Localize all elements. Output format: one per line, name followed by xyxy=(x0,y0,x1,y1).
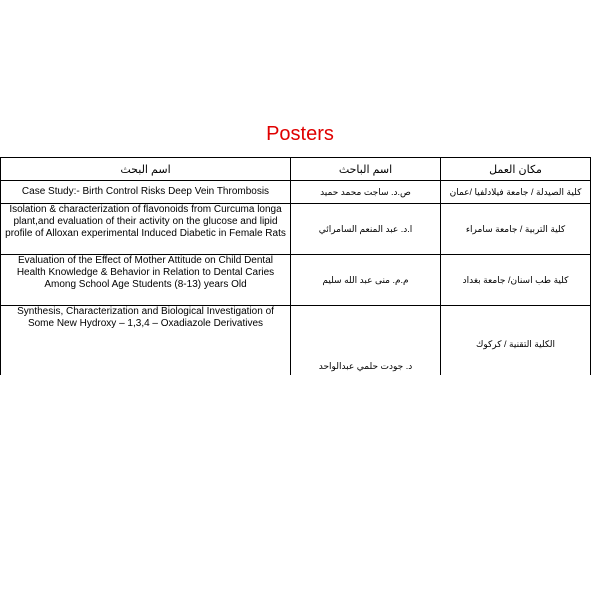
research-title-cell: Synthesis, Characterization and Biological Investigation of Some New Hydroxy – 1,3,4 – Oxadiazole Derivatives xyxy=(1,306,291,376)
header-research-title: اسم البحث xyxy=(1,158,291,181)
researcher-name-cell: م.م. منى عبد الله سليم xyxy=(291,255,441,306)
table-row xyxy=(0,181,591,204)
table-row xyxy=(0,306,591,376)
workplace-cell: كلية طب اسنان/ جامعة بغداد xyxy=(441,255,591,306)
table-row xyxy=(0,255,591,306)
header-workplace: مكان العمل xyxy=(441,158,591,181)
header-researcher-name: اسم الباحث xyxy=(291,158,441,181)
table-row xyxy=(0,204,591,255)
researcher-name-cell: د. جودت حلمي عبدالواحد xyxy=(291,306,441,376)
table-header-row xyxy=(0,158,591,181)
researcher-name-cell: ا.د. عبد المنعم السامرائي xyxy=(291,204,441,255)
workplace-cell: كلية التربية / جامعة سامراء xyxy=(441,204,591,255)
page-title: Posters xyxy=(266,123,334,145)
workplace-cell: الكلية التقنية / كركوك xyxy=(441,306,591,376)
research-title-cell: Case Study:- Birth Control Risks Deep Vein Thrombosis xyxy=(1,181,291,204)
posters-table-container xyxy=(0,157,600,375)
researcher-name-cell: ص.د. ساجت محمد حميد xyxy=(291,181,441,204)
research-title-cell: Isolation & characterization of flavonoids from Curcuma longa plant,and evaluation of their activity on the glucose and lipid profile of Alloxan experimental Induced Diabetic in Female Rats xyxy=(1,204,291,255)
posters-table xyxy=(0,157,591,375)
research-title-cell: Evaluation of the Effect of Mother Attitude on Child Dental Health Knowledge & Behavior in Relation to Dental Caries Among School Age Students (8-13) years Old xyxy=(1,255,291,306)
workplace-cell: كلية الصيدلة / جامعة فيلادلفيا /عمان xyxy=(441,181,591,204)
